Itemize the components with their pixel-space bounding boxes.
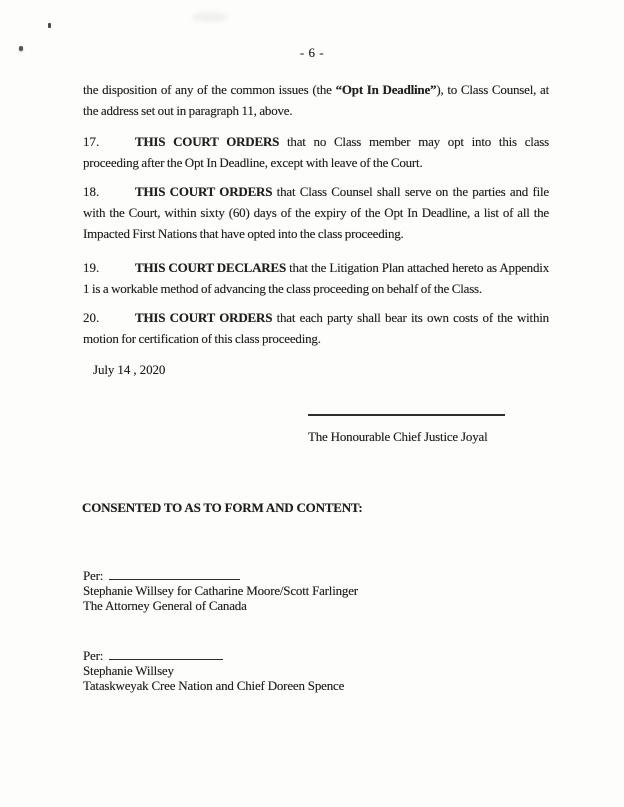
per-label: Per:	[83, 568, 104, 583]
order-lead-phrase: THIS COURT ORDERS	[135, 134, 280, 149]
judge-signature-line	[308, 414, 505, 416]
paragraph-number: 19.	[83, 260, 100, 275]
body-text: that no Class member may opt into this class proceeding after the Opt In Deadline, except with leave of the Court.	[83, 134, 549, 170]
paragraph-number: 18.	[83, 184, 100, 199]
body-text: that each party shall bear its own costs of the within motion for certification of this class proceeding.	[83, 310, 549, 346]
signature-block-attorney-general	[83, 568, 358, 613]
order-lead-phrase: THIS COURT ORDERS	[135, 310, 273, 325]
order-lead-phrase: THIS COURT DECLARES	[135, 260, 286, 275]
paragraph-number: 17.	[83, 134, 100, 149]
per-label: Per:	[83, 648, 104, 663]
signature-underline	[109, 649, 223, 660]
order-paragraph-18	[83, 181, 549, 244]
scan-smudge	[192, 12, 228, 22]
page-number: - 6 -	[299, 45, 325, 60]
body-text: the disposition of any of the common issues (the	[83, 82, 336, 97]
signatory-organization: Tataskweyak Cree Nation and Chief Doreen Spence	[83, 678, 345, 693]
per-line	[83, 568, 358, 583]
scan-speck	[48, 23, 51, 28]
order-lead-phrase: THIS COURT ORDERS	[135, 184, 273, 199]
judge-name: The Honourable Chief Justice Joyal	[308, 429, 488, 444]
order-paragraph-17	[83, 131, 549, 173]
order-paragraph-20	[83, 307, 549, 349]
paragraph-continuation	[83, 79, 549, 121]
order-date: July 14 , 2020	[93, 362, 166, 377]
defined-term-opt-in-deadline: “Opt In Deadline”	[335, 82, 437, 97]
body-text: ), to Class Counsel, at the address set out in paragraph 11, above.	[83, 82, 550, 118]
order-paragraph-19	[83, 257, 549, 299]
signatory-name: Stephanie Willsey	[83, 663, 174, 678]
signatory-organization: The Attorney General of Canada	[83, 598, 247, 613]
per-line	[83, 648, 344, 663]
signature-underline	[109, 569, 240, 580]
body-text: that Class Counsel shall serve on the parties and file with the Court, within sixty (60) days of the expiry of the Opt In Deadline, a list of all the Impacted First Nations that have opted into the class proceeding.	[83, 184, 549, 241]
body-text: that the Litigation Plan attached hereto as Appendix 1 is a workable method of advancing the class proceeding on behalf of the Class.	[83, 260, 549, 296]
paragraph-number: 20.	[83, 310, 100, 325]
signatory-name: Stephanie Willsey for Catharine Moore/Scott Farlinger	[83, 583, 358, 598]
signature-block-tataskweyak	[83, 648, 344, 693]
consent-heading: CONSENTED TO AS TO FORM AND CONTENT:	[82, 500, 363, 515]
